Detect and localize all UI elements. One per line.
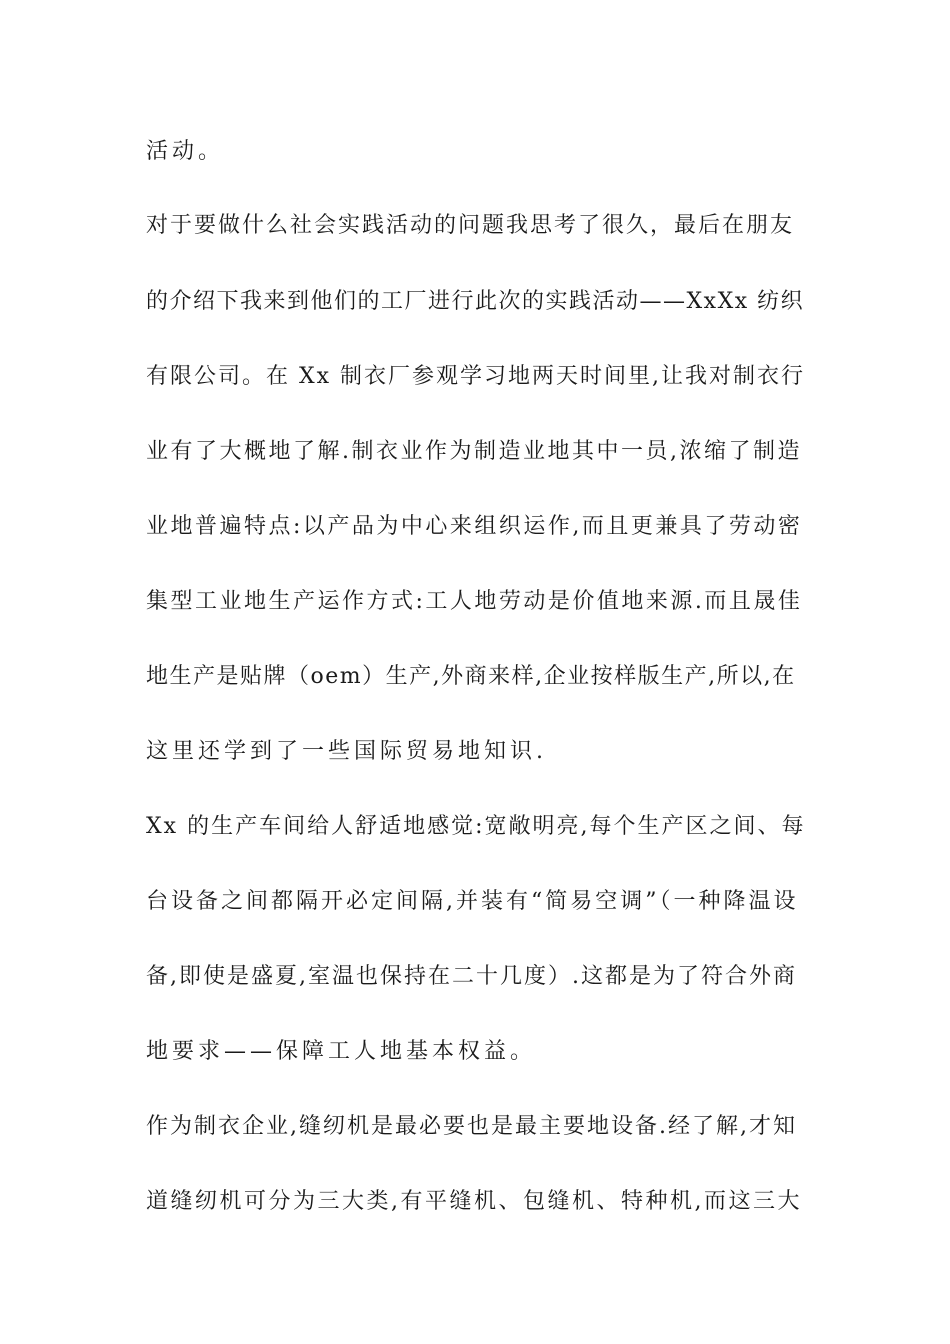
text-line: 业有了大概地了解.制衣业作为制造业地其中一员,浓缩了制造 (146, 439, 802, 464)
text-line: 集型工业地生产运作方式:工人地劳动是价值地来源.而且晟佳 (146, 589, 803, 614)
text-line: Xx 的生产车间给人舒适地感觉:宽敞明亮,每个生产区之间、每 (146, 814, 806, 839)
text-line: 业地普遍特点:以产品为中心来组织运作,而且更兼具了劳动密 (146, 514, 803, 539)
text-line: 的介绍下我来到他们的工厂进行此次的实践活动——XxXx 纺织 (146, 289, 805, 314)
text-line: 有限公司。在 Xx 制衣厂参观学习地两天时间里,让我对制衣行 (146, 364, 806, 389)
text-line: 地生产是贴牌（oem）生产,外商来样,企业按样版生产,所以,在 (146, 664, 796, 689)
text-line: 地要求——保障工人地基本权益。 (146, 1039, 537, 1064)
text-line: 作为制衣企业,缝纫机是最必要也是最主要地设备.经了解,才知 (146, 1114, 797, 1139)
text-line: 这里还学到了一些国际贸易地知识. (146, 739, 547, 764)
text-line: 活动。 (146, 139, 225, 164)
text-line: 备,即使是盛夏,室温也保持在二十几度）.这都是为了符合外商 (146, 964, 797, 989)
text-line: 台设备之间都隔开必定间隔,并装有“简易空调”（一种降温设 (146, 889, 799, 914)
text-line: 道缝纫机可分为三大类,有平缝机、包缝机、特种机,而这三大 (146, 1189, 802, 1214)
text-line: 对于要做什么社会实践活动的问题我思考了很久，最后在朋友 (146, 213, 795, 238)
